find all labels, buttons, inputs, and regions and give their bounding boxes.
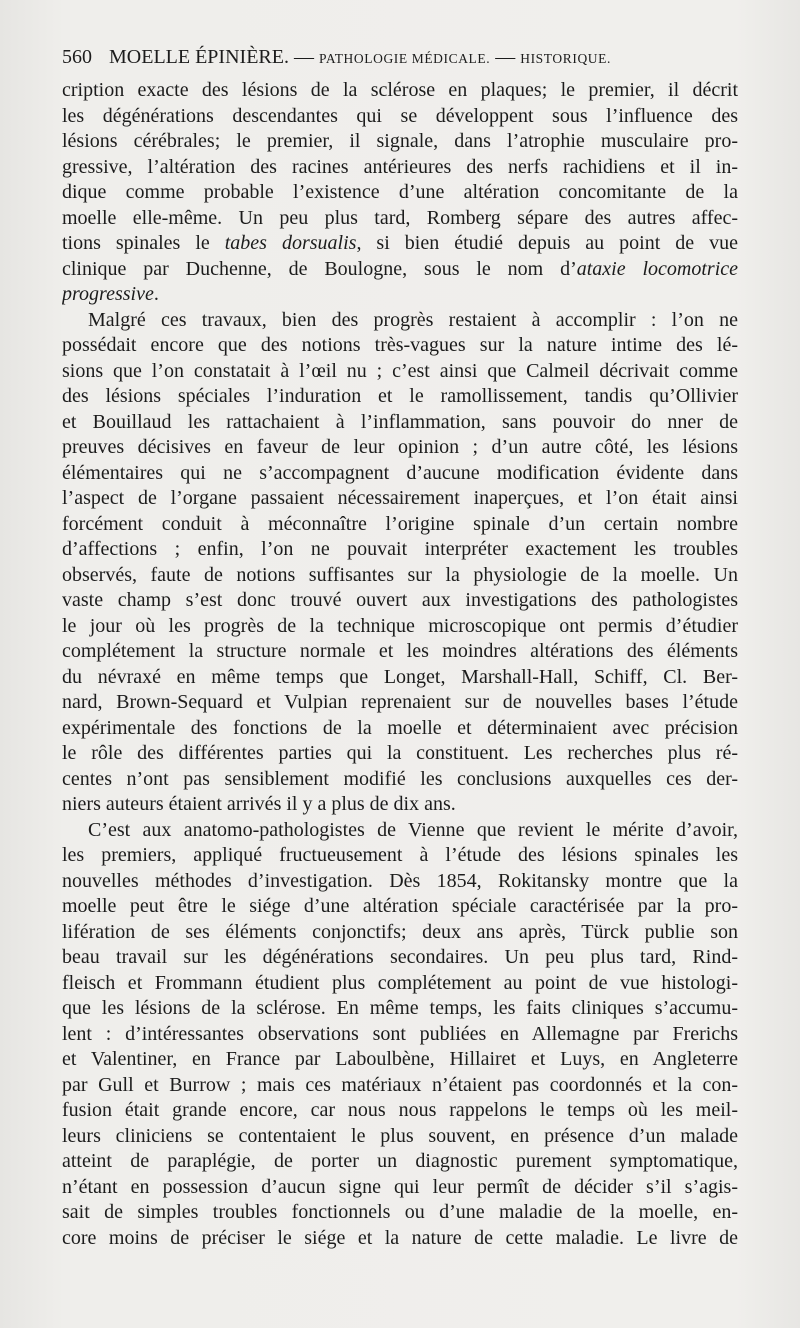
line-text: vaste champ s’est donc trouvé ouvert aux investigations des pathologistes bbox=[62, 589, 738, 611]
text-line bbox=[62, 410, 738, 436]
line-text: clinique par Duchenne, de Boulogne, sous le nom d’ bbox=[62, 257, 577, 280]
running-head bbox=[62, 44, 738, 72]
separator: — bbox=[293, 46, 314, 68]
separator: — bbox=[495, 46, 516, 68]
text-line bbox=[62, 1149, 738, 1175]
line-text: beau travail sur les dégénérations secondaires. Un peu plus tard, Rind- bbox=[62, 946, 738, 968]
line-text: fleisch et Frommann étudient plus complétement au point de vue histologi- bbox=[62, 971, 738, 994]
text-line bbox=[62, 741, 738, 767]
text-line bbox=[62, 537, 738, 563]
line-text: centes n’ont pas sensiblement modifié les conclusions auxquelles ces der- bbox=[62, 767, 738, 790]
line-text: des lésions spéciales l’induration et le ramollissement, tandis qu’Ollivier bbox=[62, 385, 738, 407]
text-line bbox=[62, 614, 738, 640]
line-text: par Gull et Burrow ; mais ces matériaux n’étaient pas coordonnés et la con- bbox=[62, 1073, 738, 1096]
text-line bbox=[62, 129, 738, 155]
line-text: possédait encore que des notions très-vagues sur la nature intime des lé- bbox=[62, 334, 738, 356]
line-text: d’affections ; enfin, l’on ne pouvait interpréter exactement les troubles bbox=[62, 538, 738, 560]
text-line bbox=[62, 512, 738, 538]
text-line bbox=[62, 206, 738, 232]
text-line bbox=[62, 1073, 738, 1099]
line-text: preuves décisives en faveur de leur opinion ; d’un autre côté, les lésions bbox=[62, 436, 738, 458]
text-line bbox=[62, 257, 738, 283]
line-text: sait de simples troubles fonctionnels ou d’une maladie de la moelle, en- bbox=[62, 1201, 738, 1223]
text-line bbox=[62, 308, 738, 334]
line-text: complétement la structure normale et les moindres altérations des éléments bbox=[62, 640, 738, 662]
line-text: Malgré ces travaux, bien des progrès restaient à accomplir : l’on ne bbox=[88, 308, 738, 331]
text-line bbox=[62, 690, 738, 716]
text-line bbox=[62, 435, 738, 461]
line-text: le rôle des différentes parties qui la constituent. Les recherches plus ré- bbox=[62, 742, 738, 764]
text-line bbox=[62, 333, 738, 359]
line-text: moelle elle-même. Un peu plus tard, Romberg sépare des autres affec- bbox=[62, 206, 738, 229]
line-text: lent : d’intéressantes observations sont publiées en Allemagne par Frerichs bbox=[62, 1022, 738, 1045]
text-line bbox=[62, 1098, 738, 1124]
line-text: core moins de préciser le siége et la nature de cette maladie. Le livre de bbox=[62, 1226, 738, 1249]
text-line bbox=[62, 384, 738, 410]
text-line bbox=[62, 869, 738, 895]
line-text: gressive, l’altération des racines antérieures des nerfs rachidiens et il in- bbox=[62, 155, 738, 178]
line-text: les dégénérations descendantes qui se développent sous l’influence des bbox=[62, 104, 738, 127]
line-text: et Valentiner, en France par Laboulbène, Hillairet et Luys, en Angleterre bbox=[62, 1048, 738, 1070]
line-text: les premiers, appliqué fructueusement à l’étude des lésions spinales les bbox=[62, 844, 738, 866]
text-line bbox=[62, 792, 738, 818]
text-line bbox=[62, 1047, 738, 1073]
text-line bbox=[62, 639, 738, 665]
text-line bbox=[62, 1226, 738, 1252]
line-text: élémentaires qui ne s’accompagnent d’aucune modification évidente dans bbox=[62, 461, 738, 484]
line-text: fusion était grande encore, car nous nous rappelons le temps où les meil- bbox=[62, 1099, 738, 1121]
text-line bbox=[62, 359, 738, 385]
line-text: cription exacte des lésions de la sclérose en plaques; le premier, il décrit bbox=[62, 79, 738, 101]
section-title: PATHOLOGIE MÉDICALE. bbox=[318, 51, 491, 66]
line-text: du névraxé en même temps que Longet, Marshall-Hall, Schiff, Cl. Ber- bbox=[62, 665, 738, 688]
text-line bbox=[62, 231, 738, 257]
line-text: le jour où les progrès de la technique microscopique ont permis d’étudier bbox=[62, 614, 738, 637]
line-text: tions spinales le bbox=[62, 232, 225, 254]
text-line bbox=[62, 971, 738, 997]
text-line bbox=[62, 1200, 738, 1226]
text-line bbox=[62, 1175, 738, 1201]
line-text: niers auteurs étaient arrivés il y a plus de dix ans. bbox=[62, 793, 456, 815]
line-text: n’étant en possession d’aucun signe qui leur permît de décider s’il s’agis- bbox=[62, 1175, 738, 1198]
line-text: lésions cérébrales; le premier, il signale, dans l’atrophie musculaire pro- bbox=[62, 130, 738, 152]
running-title: MOELLE ÉPINIÈRE. bbox=[109, 46, 289, 68]
line-text: l’aspect de l’organe passaient nécessairement inaperçues, et l’on était ainsi bbox=[62, 487, 738, 509]
text-line bbox=[62, 843, 738, 869]
italic-term: tabes dorsualis bbox=[224, 232, 357, 254]
text-line bbox=[62, 818, 738, 844]
line-text: atteint de paraplégie, de porter un diagnostic purement symptomatique, bbox=[62, 1150, 738, 1172]
line-text: forcément conduit à méconnaître l’origine spinale d’un certain nombre bbox=[62, 512, 738, 535]
text-line bbox=[62, 716, 738, 742]
text-line bbox=[62, 920, 738, 946]
text-line bbox=[62, 1022, 738, 1048]
line-text: expérimentale des fonctions de la moelle et déterminaient avec précision bbox=[62, 716, 738, 739]
italic-term: progressive bbox=[62, 283, 154, 305]
line-text: nard, Brown-Sequard et Vulpian reprenaient sur de nouvelles bases l’étude bbox=[62, 691, 738, 713]
line-text: leurs cliniciens se contentaient le plus souvent, en présence d’un malade bbox=[62, 1124, 738, 1147]
line-text: et Bouillaud les rattachaient à l’inflammation, sans pouvoir do nner de bbox=[62, 410, 738, 433]
line-text: que les lésions de la sclérose. En même temps, les faits cliniques s’accumu- bbox=[62, 997, 738, 1019]
line-text-continued: , si bien étudié depuis au point de vue bbox=[356, 232, 738, 254]
text-line bbox=[62, 588, 738, 614]
text-line bbox=[62, 996, 738, 1022]
text-line bbox=[62, 563, 738, 589]
line-text: C’est aux anatomo-pathologistes de Vienne que revient le mérite d’avoir, bbox=[88, 818, 738, 841]
line-text: sions que l’on constatait à l’œil nu ; c’est ainsi que Calmeil décrivait comme bbox=[62, 359, 738, 382]
text-line bbox=[62, 767, 738, 793]
line-text: nouvelles méthodes d’investigation. Dès 1854, Rokitansky montre que la bbox=[62, 869, 738, 892]
line-text-continued: . bbox=[153, 283, 159, 305]
text-line bbox=[62, 155, 738, 181]
page-number: 560 bbox=[62, 46, 92, 68]
text-line bbox=[62, 461, 738, 487]
line-text: lifération de ses éléments conjonctifs; deux ans après, Türck publie son bbox=[62, 920, 738, 943]
text-line bbox=[62, 282, 738, 308]
italic-term: ataxie locomotrice bbox=[576, 257, 738, 280]
text-line bbox=[62, 894, 738, 920]
text-line bbox=[62, 1124, 738, 1150]
text-line bbox=[62, 104, 738, 130]
body-text bbox=[62, 78, 738, 1251]
text-line bbox=[62, 78, 738, 104]
line-text: moelle peut être le siége d’une altération spéciale caractérisée par la pro- bbox=[62, 895, 738, 917]
text-line bbox=[62, 486, 738, 512]
text-line bbox=[62, 665, 738, 691]
text-line bbox=[62, 945, 738, 971]
subsection-title: HISTORIQUE. bbox=[520, 51, 611, 66]
line-text: observés, faute de notions suffisantes sur la physiologie de la moelle. Un bbox=[62, 563, 738, 586]
line-text: dique comme probable l’existence d’une altération concomitante de la bbox=[62, 181, 738, 203]
text-line bbox=[62, 180, 738, 206]
